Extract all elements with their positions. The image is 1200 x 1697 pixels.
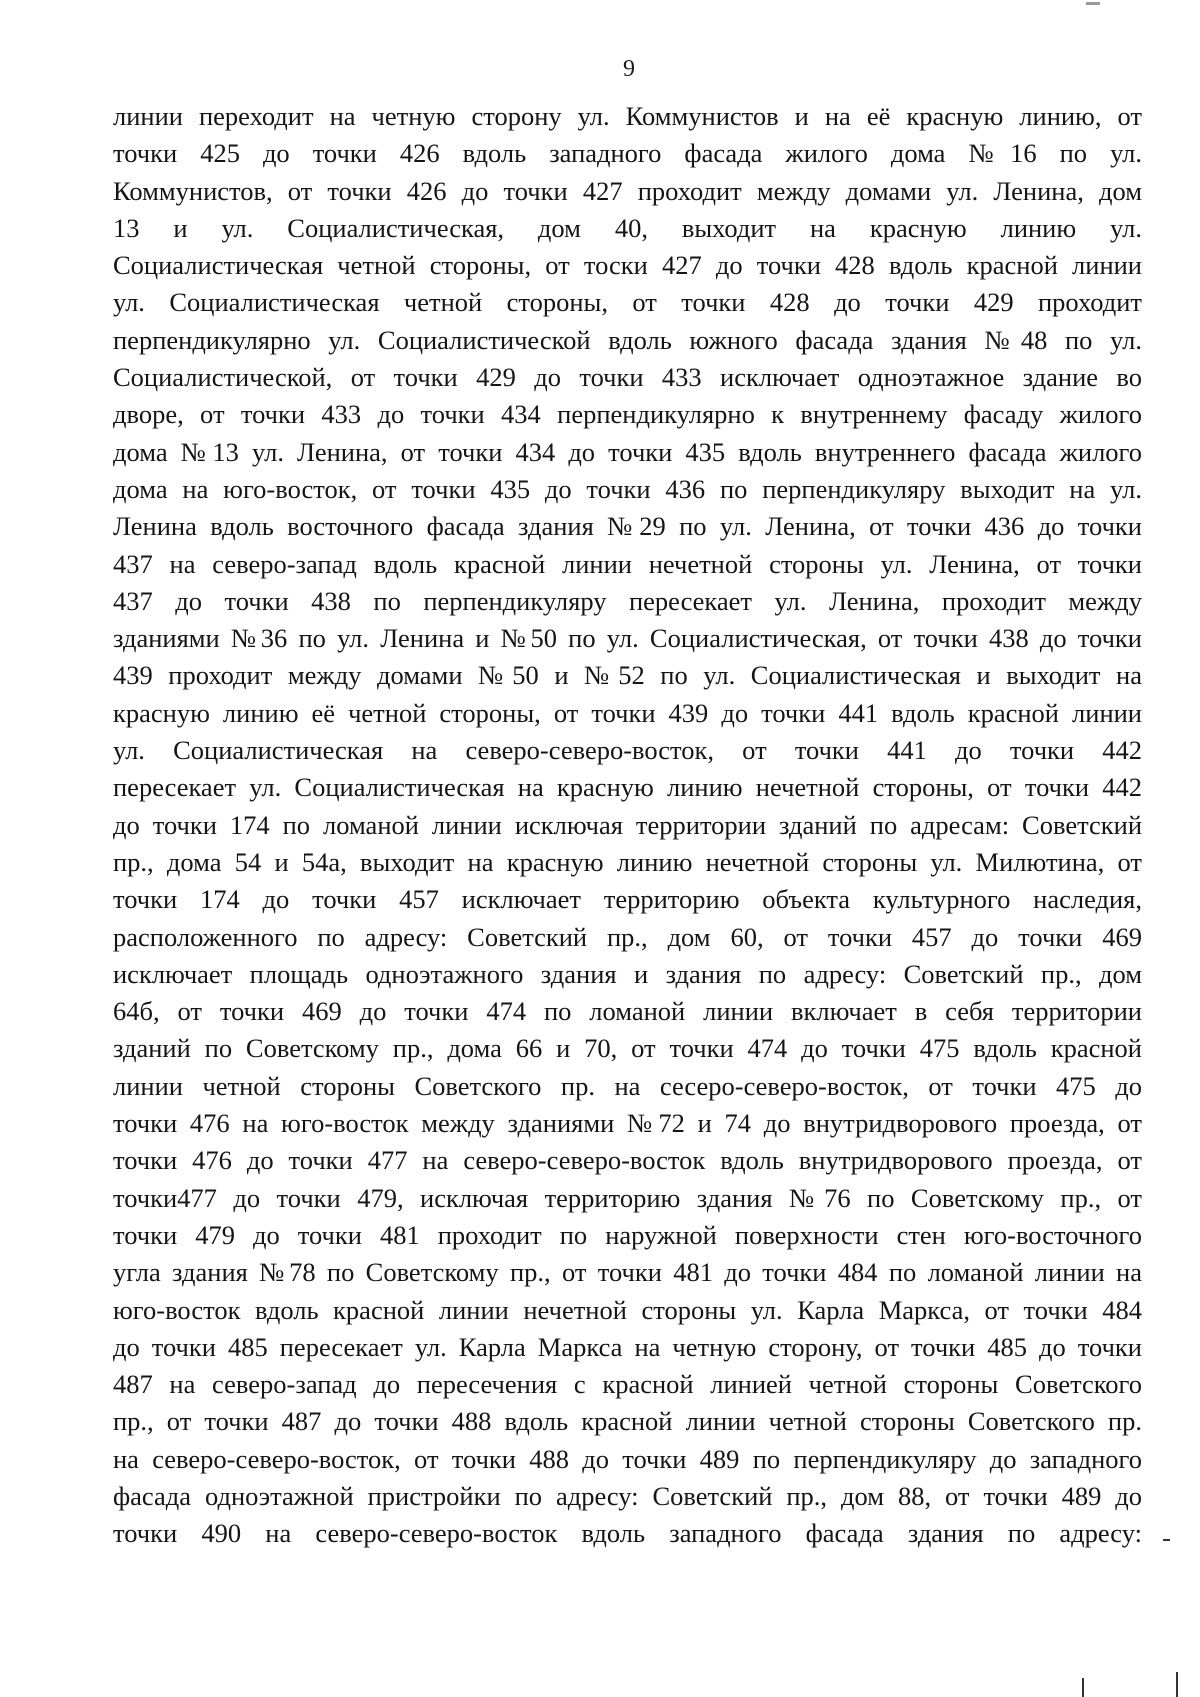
- text-line: 487 на северо-запад до пересечения с красной линией четной стороны Советского: [113, 1369, 1142, 1400]
- text-line: 64б, от точки 469 до точки 474 по ломаной линии включает в себя территории: [113, 996, 1142, 1027]
- text-line: до точки 485 пересекает ул. Карла Маркса на четную сторону, от точки 485 до точки: [113, 1331, 1142, 1362]
- text-line: 13 и ул. Социалистическая, дом 40, выходит на красную линию ул.: [113, 212, 1142, 243]
- text-line: точки 479 до точки 481 проходит по наружной поверхности стен юго-восточного: [113, 1219, 1142, 1250]
- text-line: дворе, от точки 433 до точки 434 перпендикулярно к внутреннему фасаду жилого: [113, 399, 1142, 430]
- text-line: на северо-северо-восток, от точки 488 до точки 489 по перпендикуляру до западного: [113, 1443, 1142, 1474]
- text-line: юго-восток вдоль красной линии нечетной стороны ул. Карла Маркса, от точки 484: [113, 1294, 1142, 1325]
- text-line: точки477 до точки 479, исключая территорию здания №76 по Советскому пр., от: [113, 1182, 1142, 1213]
- text-line: ул. Социалистическая на северо-северо-восток, от точки 441 до точки 442: [113, 735, 1142, 766]
- text-line: точки 174 до точки 457 исключает территорию объекта культурного наследия,: [113, 884, 1142, 915]
- text-line: зданий по Советскому пр., дома 66 и 70, от точки 474 до точки 475 вдоль красной: [113, 1033, 1142, 1064]
- body-text: [113, 98, 1142, 1553]
- text-line: линии четной стороны Советского пр. на сесеро-северо-восток, от точки 475 до: [113, 1070, 1142, 1101]
- text-line: точки 476 на юго-восток между зданиями №72 и 74 до внутридворового проезда, от: [113, 1108, 1142, 1139]
- text-line: точки 425 до точки 426 вдоль западного фасада жилого дома №16 по ул.: [113, 138, 1142, 169]
- text-line: расположенного по адресу: Советский пр., дом 60, от точки 457 до точки 469: [113, 921, 1142, 952]
- text-line: до точки 174 по ломаной линии исключая территории зданий по адресам: Советский: [113, 809, 1142, 840]
- text-line: дома на юго-восток, от точки 435 до точки 436 по перпендикуляру выходит на ул.: [113, 473, 1142, 504]
- page-number: 9: [623, 56, 635, 82]
- text-line: пересекает ул. Социалистическая на красную линию нечетной стороны, от точки 442: [113, 772, 1142, 803]
- text-line: дома №13 ул. Ленина, от точки 434 до точки 435 вдоль внутреннего фасада жилого: [113, 436, 1142, 467]
- text-line: 437 до точки 438 по перпендикуляру пересекает ул. Ленина, проходит между: [113, 585, 1142, 616]
- text-line: линии переходит на четную сторону ул. Коммунистов и на её красную линию, от: [113, 101, 1142, 131]
- text-line: пр., от точки 487 до точки 488 вдоль красной линии четной стороны Советского пр.: [113, 1406, 1142, 1437]
- scan-speck: [1086, 2, 1100, 5]
- text-line: зданиями №36 по ул. Ленина и №50 по ул. Социалистическая, от точки 438 до точки: [113, 623, 1142, 654]
- text-line: 439 проходит между домами №50 и №52 по ул. Социалистическая и выходит на: [113, 660, 1142, 691]
- text-line: Социалистической, от точки 429 до точки 433 исключает одноэтажное здание во: [113, 362, 1142, 393]
- text-line: Ленина вдоль восточного фасада здания №29 по ул. Ленина, от точки 436 до точки: [113, 511, 1142, 542]
- text-line: угла здания №78 по Советскому пр., от точки 481 до точки 484 по ломаной линии на: [113, 1257, 1142, 1288]
- text-line: пр., дома 54 и 54а, выходит на красную линию нечетной стороны ул. Милютина, от: [113, 846, 1142, 877]
- text-line: точки 476 до точки 477 на северо-северо-восток вдоль внутридворового проезда, от: [113, 1145, 1142, 1176]
- text-line: красную линию её четной стороны, от точки 439 до точки 441 вдоль красной линии: [113, 697, 1142, 728]
- text-line: исключает площадь одноэтажного здания и здания по адресу: Советский пр., дом: [113, 958, 1142, 989]
- text-line: точки 490 на северо-северо-восток вдоль западного фасада здания по адресу:: [113, 1518, 1142, 1549]
- scan-mark: [1082, 1678, 1084, 1697]
- text-line: фасада одноэтажной пристройки по адресу: Советский пр., дом 88, от точки 489 до: [113, 1480, 1142, 1511]
- text-line: ул. Социалистическая четной стороны, от точки 428 до точки 429 проходит: [113, 287, 1142, 318]
- scan-mark: [1163, 1539, 1170, 1541]
- text-line: перпендикулярно ул. Социалистической вдоль южного фасада здания №48 по ул.: [113, 324, 1142, 355]
- text-line: 437 на северо-запад вдоль красной линии нечетной стороны ул. Ленина, от точки: [113, 548, 1142, 579]
- text-line: Социалистическая четной стороны, от тоски 427 до точки 428 вдоль красной линии: [113, 250, 1142, 281]
- text-line: Коммунистов, от точки 426 до точки 427 проходит между домами ул. Ленина, дом: [113, 175, 1142, 206]
- scan-mark: [1176, 1672, 1178, 1697]
